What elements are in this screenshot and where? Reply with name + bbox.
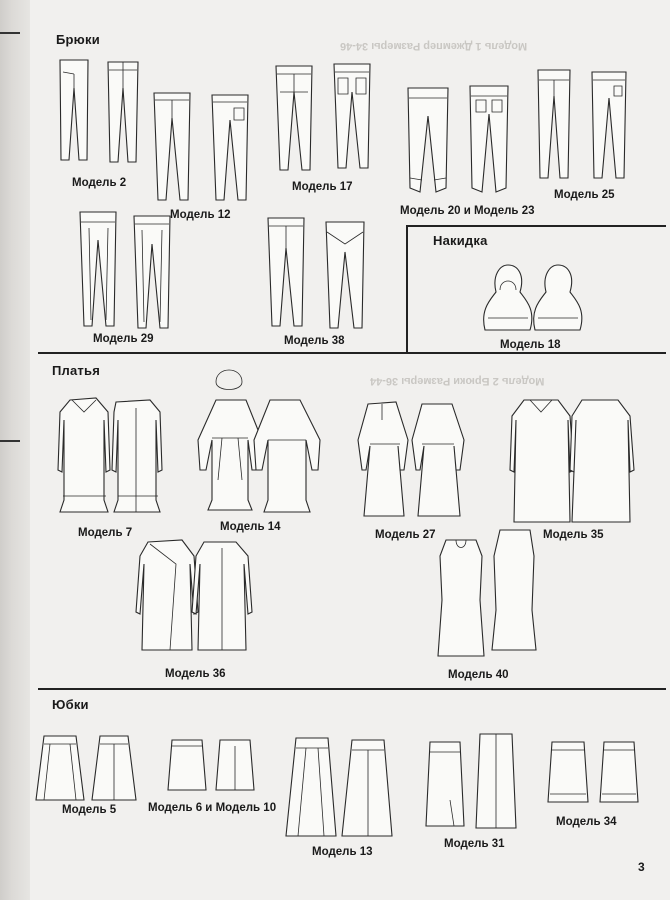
- section-title-skirts: Юбки: [52, 697, 89, 712]
- drawing-model-25: [538, 70, 626, 178]
- label-model-29: Модель 29: [93, 333, 154, 345]
- label-model-2: Модель 2: [72, 177, 127, 189]
- label-model-36: Модель 36: [165, 668, 226, 680]
- drawing-model-12: [154, 93, 248, 200]
- drawing-model-17: [276, 64, 370, 170]
- drawing-model-7: [58, 398, 162, 512]
- drawing-model-18: [484, 265, 582, 330]
- section-title-dresses: Платья: [52, 363, 100, 378]
- label-model-40: Модель 40: [448, 669, 509, 681]
- section-title-cape: Накидка: [433, 233, 488, 248]
- label-model-14: Модель 14: [220, 521, 281, 533]
- label-model-38: Модель 38: [284, 335, 345, 347]
- drawing-model-27: [358, 402, 464, 516]
- book-gutter: [0, 0, 30, 900]
- drawing-model-13: [286, 738, 392, 836]
- drawing-model-2: [60, 60, 138, 162]
- drawing-model-29: [80, 212, 170, 328]
- label-model-12: Модель 12: [170, 209, 231, 221]
- section-title-trousers: Брюки: [56, 32, 100, 47]
- ghost-text-top: Модель 1 Джемпер Размеры 34-46: [340, 40, 528, 52]
- ghost-text-mid: Модель 2 Брюки Размеры 36-44: [370, 375, 545, 387]
- label-model-18: Модель 18: [500, 339, 561, 351]
- gutter-mark: [0, 32, 20, 34]
- drawing-model-35: [510, 400, 634, 522]
- catalog-page: [30, 0, 670, 900]
- label-model-34: Модель 34: [556, 816, 617, 828]
- garment-drawings: [30, 0, 670, 900]
- label-model-17: Модель 17: [292, 181, 353, 193]
- label-model-6-10: Модель 6 и Модель 10: [148, 802, 277, 814]
- label-model-35: Модель 35: [543, 529, 604, 541]
- drawing-model-14: [198, 370, 320, 512]
- label-model-5: Модель 5: [62, 804, 117, 816]
- drawing-model-38: [268, 218, 364, 328]
- drawing-model-31: [426, 734, 516, 828]
- drawing-model-40: [438, 530, 536, 656]
- drawing-model-34: [548, 742, 638, 802]
- label-model-27: Модель 27: [375, 529, 436, 541]
- label-model-31: Модель 31: [444, 838, 505, 850]
- page-number: 3: [638, 860, 645, 874]
- drawing-model-20-23: [408, 86, 508, 192]
- label-model-7: Модель 7: [78, 527, 133, 539]
- drawing-model-6-10: [168, 740, 254, 790]
- label-model-25: Модель 25: [554, 189, 615, 201]
- label-model-13: Модель 13: [312, 846, 373, 858]
- drawing-model-36: [136, 540, 252, 650]
- label-model-20-23: Модель 20 и Модель 23: [400, 205, 535, 217]
- drawing-model-5: [36, 736, 136, 800]
- gutter-mark: [0, 440, 20, 442]
